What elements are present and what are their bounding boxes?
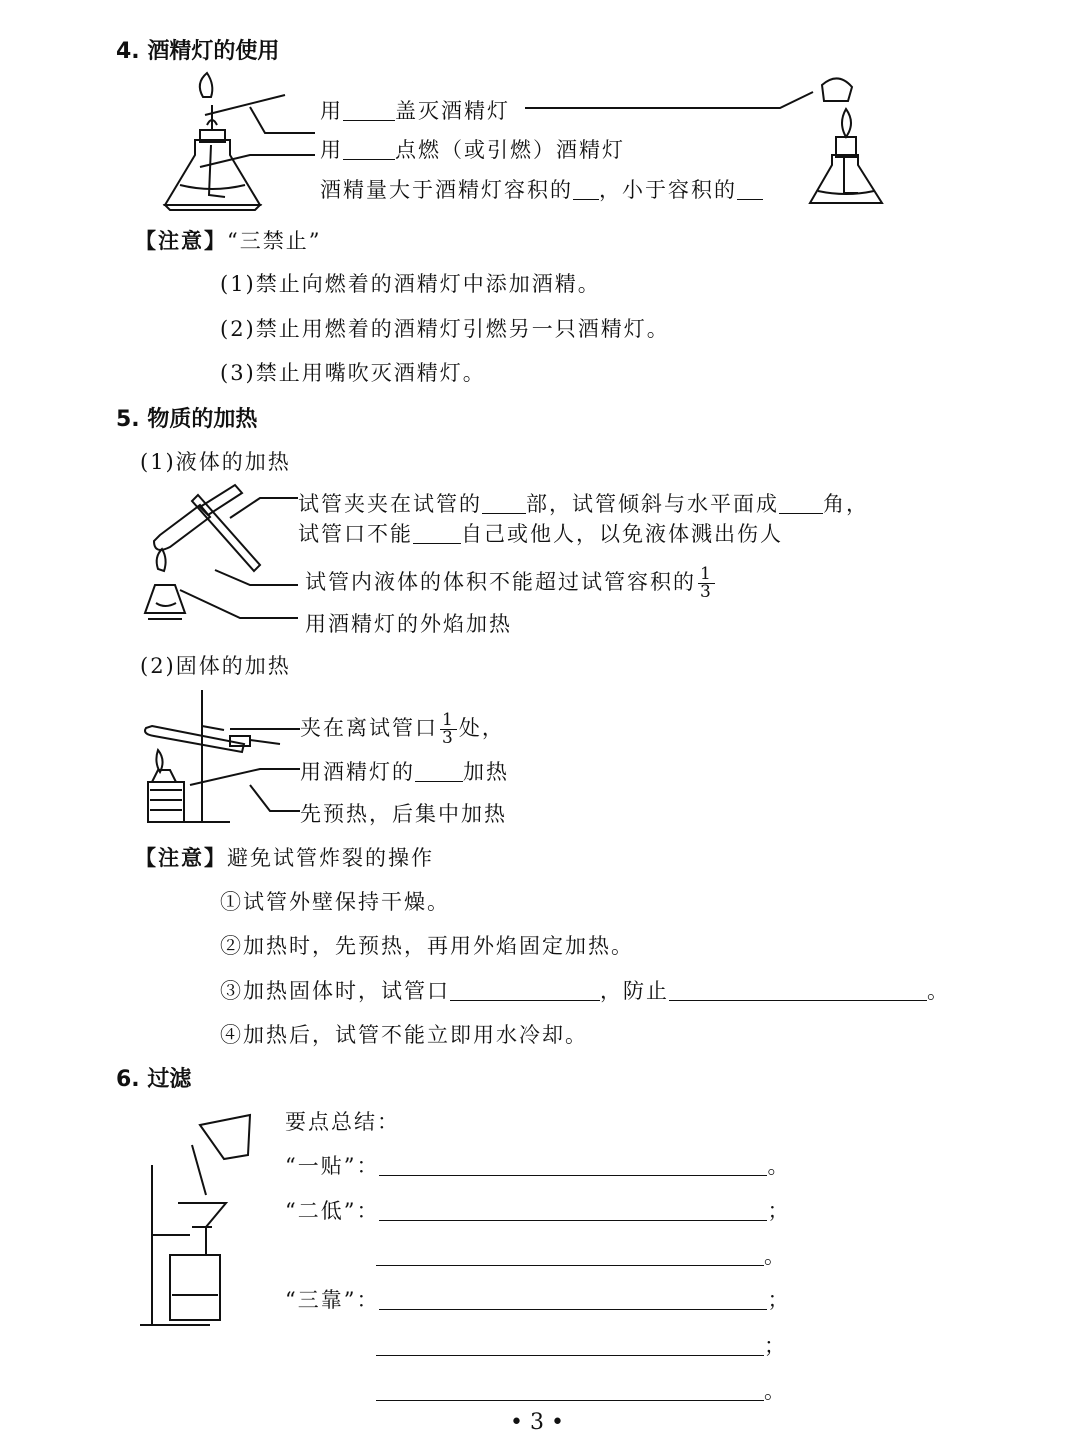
liquid-line-4: 用酒精灯的外焰加热 <box>305 612 512 636</box>
blank-8[interactable] <box>415 760 463 782</box>
er-di-line-1: “二低”： ； <box>285 1199 791 1223</box>
solid-pointer-lines <box>230 715 305 815</box>
lamp-line-2: 用 点燃（或引燃）酒精灯 <box>320 138 625 162</box>
yi-tie-line: “一贴”： 。 <box>285 1154 791 1178</box>
extinguish-pointer-line <box>525 80 815 120</box>
liquid-line-2: 试管口不能 自己或他人，以免液体溅出伤人 <box>298 522 783 546</box>
blank-9[interactable] <box>450 979 600 1001</box>
blank-4[interactable] <box>737 178 763 200</box>
blank-13[interactable] <box>376 1244 764 1266</box>
section-5-title: 5. 物质的加热 <box>116 407 258 432</box>
san-kao-line-2: ； <box>376 1330 787 1360</box>
lamp-line-1: 用 盖灭酒精灯 <box>320 99 510 123</box>
filtration-figure <box>140 1165 270 1335</box>
solid-heating-title: (2)固体的加热 <box>140 654 291 678</box>
blank-10[interactable] <box>669 979 927 1001</box>
blank-1[interactable] <box>343 99 395 121</box>
liquid-heating-title: (1)液体的加热 <box>140 450 291 474</box>
er-di-line-2: 。 <box>376 1240 787 1270</box>
blank-16[interactable] <box>376 1379 764 1401</box>
blank-3[interactable] <box>573 178 599 200</box>
liquid-line-1: 试管夹夹在试管的 部，试管倾斜与水平面成 角， <box>298 492 869 516</box>
rule-1: (1)禁止向燃着的酒精灯中添加酒精。 <box>220 272 601 296</box>
item-1: ①试管外壁保持干燥。 <box>220 890 450 914</box>
blank-5[interactable] <box>482 492 526 514</box>
summary-title: 要点总结： <box>285 1110 400 1134</box>
alcohol-lamp-cap-figure <box>800 75 910 210</box>
section-4-title: 4. 酒精灯的使用 <box>116 39 280 64</box>
item-4: ④加热后，试管不能立即用水冷却。 <box>220 1023 588 1047</box>
blank-7[interactable] <box>413 522 461 544</box>
note-2: 【注意】避免试管炸裂的操作 <box>135 846 434 870</box>
rule-3: (3)禁止用嘴吹灭酒精灯。 <box>220 361 486 385</box>
blank-11[interactable] <box>379 1154 767 1176</box>
san-kao-line-3: 。 <box>376 1375 787 1405</box>
fraction-one-third: $\frac{1}{3}$ <box>700 564 713 602</box>
item-2: ②加热时，先预热，再用外焰固定加热。 <box>220 934 634 958</box>
liquid-line-3: 试管内液体的体积不能超过试管容积的 $\frac{1}{3}$ <box>305 564 713 602</box>
page-number: • 3 • <box>510 1410 564 1435</box>
fraction-one-third-solid: $\frac{1}{3}$ <box>442 710 455 748</box>
blank-14[interactable] <box>379 1288 767 1310</box>
rule-2: (2)禁止用燃着的酒精灯引燃另一只酒精灯。 <box>220 317 670 341</box>
blank-15[interactable] <box>376 1334 764 1356</box>
blank-12[interactable] <box>379 1199 767 1221</box>
blank-6[interactable] <box>779 492 823 514</box>
note-1: 【注意】“三禁止” <box>135 229 322 253</box>
solid-line-1: 夹在离试管口 $\frac{1}{3}$ 处， <box>300 710 505 748</box>
section-6-title: 6. 过滤 <box>116 1067 192 1092</box>
san-kao-line-1: “三靠”： ； <box>285 1288 791 1312</box>
blank-2[interactable] <box>343 138 395 160</box>
lamp-line-3: 酒精量大于酒精灯容积的 ，小于容积的 <box>320 174 763 204</box>
item-3: ③加热固体时，试管口 ，防止 。 <box>220 979 950 1003</box>
solid-line-2: 用酒精灯的 加热 <box>300 760 509 784</box>
lamp-pointer-lines <box>240 95 320 185</box>
solid-line-3: 先预热，后集中加热 <box>300 802 507 826</box>
